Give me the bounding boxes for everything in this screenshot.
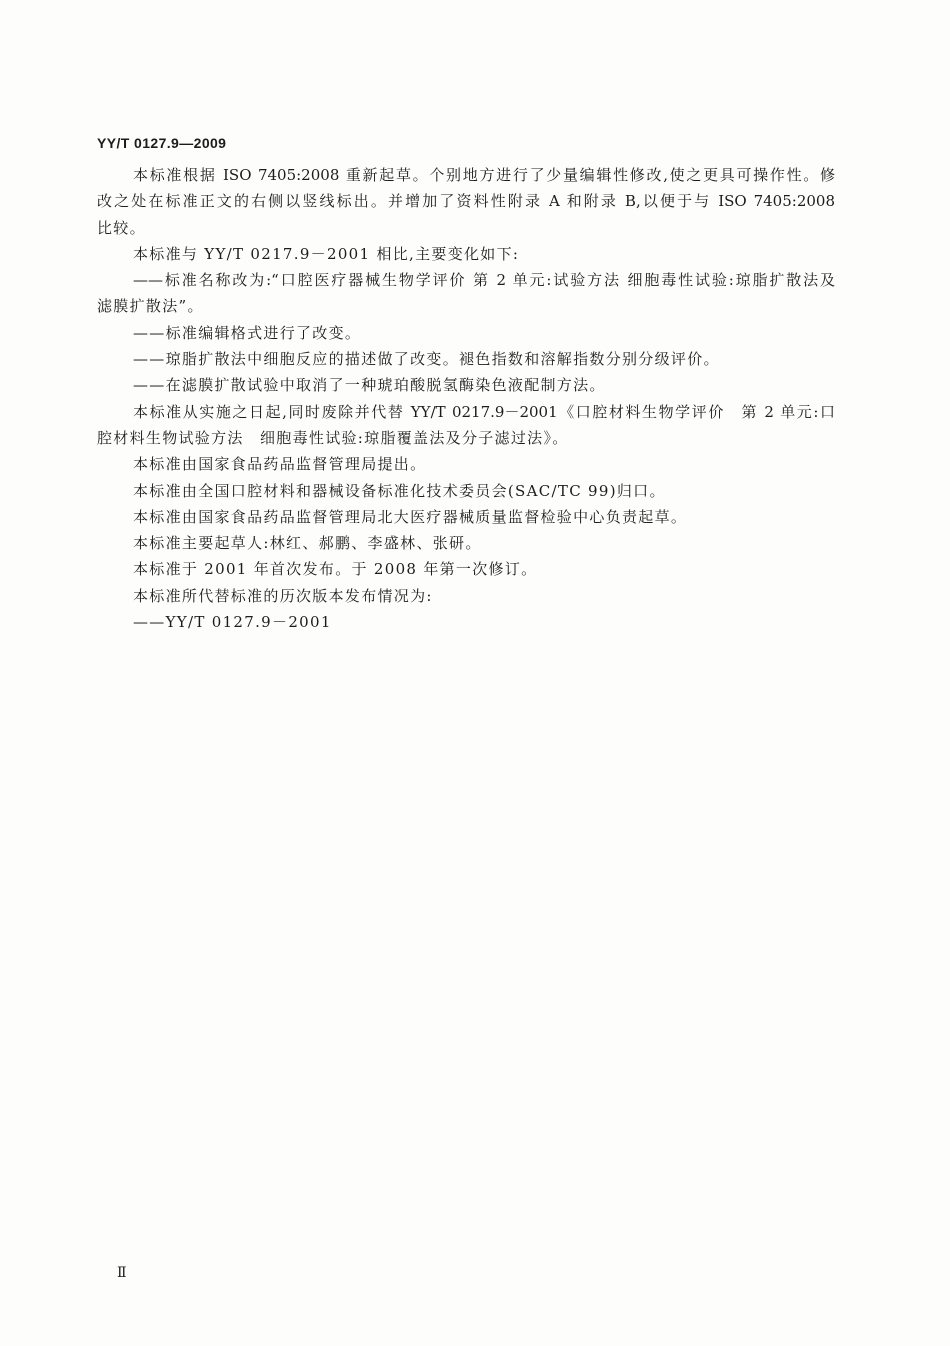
- text-line: 本标准由全国口腔材料和器械设备标准化技术委员会(SAC/TC 99)归口。: [133, 481, 666, 500]
- body-text: [97, 162, 835, 635]
- text-line: ——标准编辑格式进行了改变。: [133, 323, 362, 342]
- text-line: ——琼脂扩散法中细胞反应的描述做了改变。褪色指数和溶解指数分别分级评价。: [133, 350, 720, 369]
- text-line: 本标准从实施之日起,同时废除并代替 YY/T 0217.9－2001《口腔材料生物学评价 第 2 单元:口: [133, 402, 835, 421]
- page-number: Ⅱ: [117, 1265, 127, 1281]
- change-item-filter-diffusion: [97, 372, 835, 398]
- change-item-agar-diffusion: [97, 346, 835, 372]
- text-line: 本标准由国家食品药品监督管理局提出。: [133, 455, 427, 474]
- change-item-title: [97, 267, 835, 320]
- paragraph-drafting-basis: [97, 162, 835, 241]
- standard-number-header: YY/T 0127.9—2009: [97, 135, 227, 151]
- text-line: 本标准根据 ISO 7405:2008 重新起草。个别地方进行了少量编辑性修改,使之更具可操作性。修: [133, 166, 835, 184]
- text-line: 比较。: [97, 218, 146, 237]
- paragraph-drafting-organization: [97, 504, 835, 530]
- change-item-format: [97, 320, 835, 346]
- paragraph-previous-versions-intro: [97, 583, 835, 609]
- text-line: 本标准于 2001 年首次发布。于 2008 年第一次修订。: [133, 560, 538, 579]
- text-line: ——在滤膜扩散试验中取消了一种琥珀酸脱氢酶染色液配制方法。: [133, 376, 606, 395]
- previous-version-item: [97, 609, 835, 635]
- paragraph-technical-committee: [97, 478, 835, 504]
- text-line: 滤膜扩散法”。: [97, 297, 204, 316]
- text-line: 本标准由国家食品药品监督管理局北大医疗器械质量监督检验中心负责起草。: [133, 507, 688, 526]
- text-line: 腔材料生物试验方法 细胞毒性试验:琼脂覆盖法及分子滤过法》。: [97, 428, 569, 447]
- paragraph-replacement: [97, 399, 835, 452]
- paragraph-drafters: [97, 530, 835, 556]
- paragraph-publication-history: [97, 556, 835, 582]
- text-line: ——标准名称改为:“口腔医疗器械生物学评价 第 2 单元:试验方法 细胞毒性试验:琼脂扩散法及: [133, 271, 835, 290]
- text-line: 本标准主要起草人:林红、郝鹏、李盛林、张研。: [133, 534, 482, 553]
- text-line: 改之处在标准正文的右侧以竖线标出。并增加了资料性附录 A 和附录 B,以便于与 ISO 7405:2008: [97, 192, 835, 211]
- text-line: 本标准所代替标准的历次版本发布情况为:: [133, 586, 433, 605]
- paragraph-proposer: [97, 451, 835, 477]
- text-line: ——YY/T 0127.9－2001: [133, 613, 332, 632]
- paragraph-changes-intro: [97, 241, 835, 267]
- text-line: 本标准与 YY/T 0217.9－2001 相比,主要变化如下:: [133, 244, 520, 263]
